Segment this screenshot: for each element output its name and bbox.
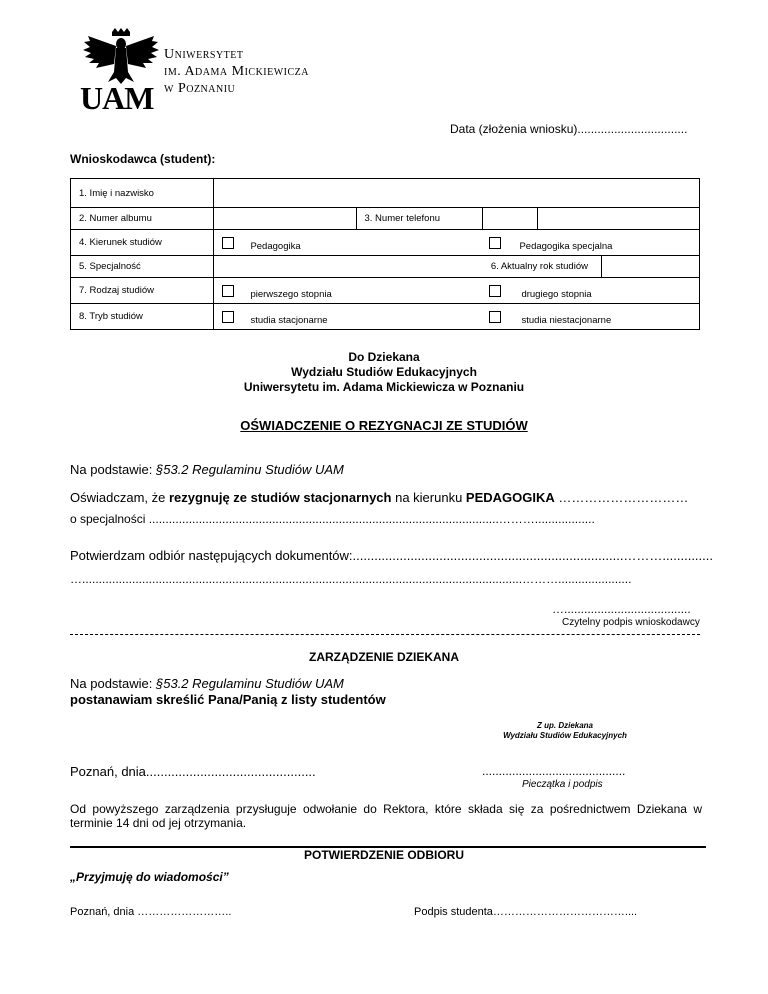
first-cycle-checkbox[interactable]: [222, 285, 234, 297]
album-input[interactable]: [213, 208, 356, 230]
type-option-first[interactable]: [213, 278, 483, 304]
university-name-line2: im. Adama Mickiewicza: [164, 64, 309, 79]
on-behalf-of-dean: [480, 721, 650, 741]
part-time-checkbox[interactable]: [489, 311, 501, 323]
signature-label: Czytelny podpis wnioskodawcy: [562, 617, 700, 628]
phone-input[interactable]: [483, 208, 700, 230]
receipt-place-date[interactable]: Poznań, dnia ……………………..: [70, 906, 232, 918]
album-label: 2. Numer albumu: [71, 208, 214, 230]
statement-part3: na kierunku: [391, 490, 466, 505]
pedagogika-specjalna-label: Pedagogika specjalna: [519, 241, 613, 253]
student-signature-line[interactable]: Podpis studenta………………………………....: [414, 906, 638, 918]
phone-label: 3. Numer telefonu: [356, 208, 483, 230]
documents-line1[interactable]: Potwierdzam odbiór następujących dokumentów:...........................................................................………..............: [70, 548, 713, 563]
on-behalf-line2: Wydziału Studiów Edukacyjnych: [503, 731, 627, 740]
basis-line: [70, 462, 344, 477]
addressee-block: [0, 350, 768, 395]
signature-dots[interactable]: …......................................: [552, 602, 691, 616]
second-cycle-checkbox[interactable]: [489, 285, 501, 297]
pedagogika-specjalna-checkbox[interactable]: [489, 237, 501, 249]
logo-monogram: UAM: [80, 80, 154, 116]
mode-option-parttime[interactable]: [483, 304, 700, 330]
pedagogika-checkbox[interactable]: [222, 237, 234, 249]
study-type-label: 7. Rodzaj studiów: [71, 278, 214, 304]
field-option-pedagogika[interactable]: [213, 230, 483, 256]
applicant-form-table: [70, 178, 700, 330]
submission-date-line[interactable]: Data (złożenia wniosku).................................: [450, 122, 688, 136]
full-time-label: studia stacjonarne: [250, 315, 328, 327]
stamp-dots[interactable]: ...........................................: [482, 764, 626, 778]
basis-reference: §53.2 Regulaminu Studiów UAM: [156, 462, 344, 477]
second-cycle-label: drugiego stopnia: [521, 289, 592, 301]
type-option-second[interactable]: [483, 278, 700, 304]
full-time-checkbox[interactable]: [222, 311, 234, 323]
decision-basis: [70, 676, 386, 692]
university-logo: [80, 28, 340, 118]
statement-resign: rezygnuję ze studiów stacjonarnych: [168, 490, 392, 505]
on-behalf-line1: Z up. Dziekana: [536, 721, 593, 730]
addressee-line3: Uniwersytetu im. Adama Mickiewicza w Poznaniu: [243, 380, 525, 394]
document-title: OŚWIADCZENIE O REZYGNACJI ZE STUDIÓW: [240, 418, 528, 433]
statement-field: PEDAGOGIKA: [465, 490, 555, 505]
specialty-line[interactable]: o specjalności .........................................................................................................………..................: [70, 512, 595, 526]
statement-part1: Oświadczam, że: [70, 490, 169, 505]
cut-line-divider: [70, 634, 700, 635]
decision-block: [70, 676, 386, 708]
first-cycle-label: pierwszego stopnia: [250, 289, 332, 301]
documents-line2[interactable]: …....................................................................................................................................………......................: [70, 572, 632, 586]
university-name: [164, 46, 309, 97]
decision-text: postanawiam skreślić Pana/Panią z listy studentów: [70, 692, 386, 707]
study-mode-label: 8. Tryb studiów: [71, 304, 214, 330]
receipt-acknowledgement: „Przyjmuję do wiadomości”: [70, 870, 229, 884]
current-year-cell: [483, 256, 700, 278]
addressee-line2: Wydziału Studiów Edukacyjnych: [291, 365, 477, 379]
receipt-title: POTWIERDZENIE ODBIORU: [303, 848, 464, 862]
applicant-heading: Wnioskodawca (student):: [70, 152, 216, 166]
current-year-label: 6. Aktualny rok studiów: [490, 261, 588, 272]
field-of-study-label: 4. Kierunek studiów: [71, 230, 214, 256]
decision-place-date[interactable]: Poznań, dnia...............................................: [70, 764, 316, 779]
statement-line1: [70, 490, 710, 505]
pedagogika-label: Pedagogika: [250, 241, 301, 253]
stamp-label: Pieczątka i podpis: [522, 779, 603, 790]
addressee-line1: Do Dziekana: [348, 350, 420, 364]
decision-basis-reference: §53.2 Regulaminu Studiów UAM: [156, 676, 344, 691]
specialty-input[interactable]: [213, 256, 483, 278]
decision-basis-prefix: Na podstawie:: [70, 676, 156, 691]
basis-prefix: Na podstawie:: [70, 462, 156, 477]
appeal-notice: Od powyższego zarządzenia przysługuje odwołanie do Rektora, które składa się za pośrednictwem Dziekana w terminie 14 dni od jej otrzymania.: [70, 802, 702, 830]
mode-option-fulltime[interactable]: [213, 304, 483, 330]
field-option-special[interactable]: [483, 230, 700, 256]
name-input[interactable]: [213, 179, 699, 208]
specialty-label: 5. Specjalność: [71, 256, 214, 278]
name-label: 1. Imię i nazwisko: [71, 179, 214, 208]
university-name-line3: w Poznaniu: [164, 81, 236, 96]
university-name-line1: Uniwersytet: [164, 47, 244, 62]
statement-dots[interactable]: …………………………: [554, 490, 689, 505]
decision-title: ZARZĄDZENIE DZIEKANA: [309, 650, 459, 664]
part-time-label: studia niestacjonarne: [521, 315, 612, 327]
current-year-input[interactable]: [601, 255, 602, 278]
